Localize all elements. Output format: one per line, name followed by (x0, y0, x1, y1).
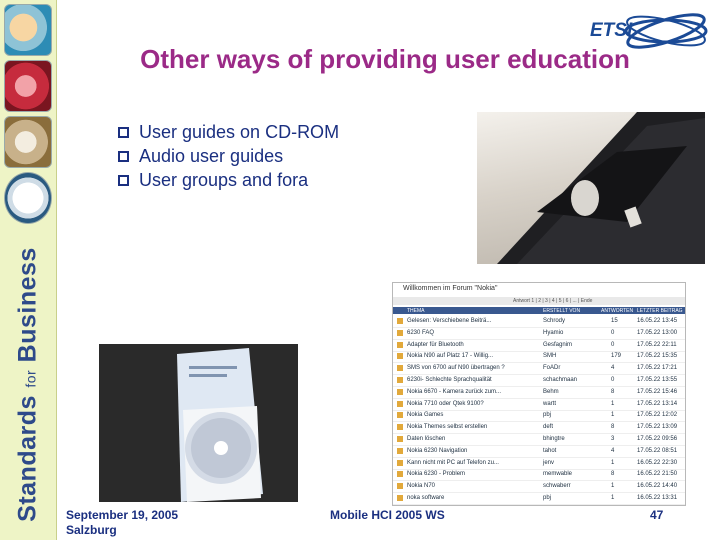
forum-row-topic: noka software (407, 495, 445, 501)
forum-row-last-post: 16.05.22 14:40 (637, 483, 678, 490)
forum-nav-text: Antwort 1 | 2 | 3 | 4 | 5 | 6 | ... | Ende (513, 298, 593, 304)
forum-col-thema: THEMA (407, 308, 425, 314)
forum-row-topic: Nokia 6230 Navigation (407, 447, 468, 454)
forum-row-author: memwable (543, 471, 573, 478)
forum-row-topic: 6230 FAQ (407, 329, 435, 336)
forum-row[interactable] (393, 328, 685, 340)
forum-row[interactable] (393, 469, 685, 481)
bullet-list (118, 120, 339, 192)
forum-row-replies: 0 (611, 341, 615, 348)
bullet-text: User guides on CD-ROM (139, 121, 340, 142)
forum-row-replies: 1 (611, 483, 615, 490)
forum-row[interactable] (393, 481, 685, 493)
folder-icon (397, 448, 403, 454)
forum-row-author: pbj (543, 495, 552, 501)
bullet-square-icon (118, 127, 129, 138)
forum-screenshot (392, 282, 686, 506)
forum-row-last-post: 17.05.22 17:21 (637, 365, 678, 372)
forum-row-replies: 8 (611, 388, 615, 395)
forum-row-topic: Daten löschen (407, 436, 446, 442)
folder-icon (397, 471, 403, 477)
forum-row-last-post: 16.05.22 22:30 (637, 459, 678, 466)
forum-row[interactable] (393, 387, 685, 399)
forum-row[interactable] (393, 493, 685, 505)
forum-row[interactable] (393, 351, 685, 363)
page-number: 47 (650, 508, 664, 522)
forum-row-author: Gesfagnim (543, 341, 573, 348)
forum-col-author: ERSTELLT VON (543, 308, 581, 314)
forum-header-row (393, 307, 685, 314)
forum-row-last-post: 17.05.22 22:11 (637, 341, 677, 348)
forum-row-author: SMH (543, 353, 557, 360)
device-closeup-photo (477, 112, 705, 264)
folder-icon (397, 483, 403, 489)
bullet-square-icon (118, 175, 129, 186)
forum-row-replies: 3 (611, 436, 615, 442)
red-globe-tile-icon (4, 60, 52, 112)
forum-row-replies: 4 (611, 365, 615, 372)
footer-date: September 19, 2005 (66, 508, 179, 522)
forum-row[interactable] (393, 458, 685, 470)
forum-row-author: tahot (543, 447, 557, 454)
forum-row[interactable] (393, 434, 685, 446)
bullet-text: User groups and fora (139, 169, 309, 190)
forum-row[interactable] (393, 422, 685, 434)
forum-row[interactable] (393, 340, 685, 352)
forum-row-replies: 1 (611, 495, 615, 501)
folder-icon (397, 401, 403, 407)
forum-row-topic: Kann nicht mit PC auf Telefon zu... (407, 459, 499, 466)
forum-row-topic: Nokia Themes selbst erstellen (407, 424, 488, 431)
forum-row[interactable] (393, 363, 685, 375)
forum-row-author: Behm (543, 388, 559, 395)
folder-icon (397, 365, 403, 371)
logo-text: ETSI (590, 20, 633, 41)
standards-for-business-text (14, 245, 43, 525)
forum-row-author: wartt (543, 400, 557, 407)
brand-word-standards: Standards (13, 395, 42, 522)
forum-row-author: jenv (543, 459, 555, 466)
forum-row-last-post: 17.05.22 15:35 (637, 353, 678, 360)
forum-row-author: deft (543, 424, 554, 431)
forum-row[interactable] (393, 316, 685, 328)
forum-row-topic: Nokia N90 auf Platz 17 - Willig... (407, 353, 494, 360)
footer-date-place (66, 508, 178, 538)
folder-icon (397, 318, 403, 324)
bullet-item (118, 168, 339, 192)
forum-row-topic: Nokia Games (407, 412, 444, 419)
folder-icon (397, 389, 403, 395)
brand-word-for: for (22, 369, 39, 388)
forum-row-last-post: 17.05.22 13:55 (637, 377, 678, 383)
forum-row-replies: 1 (611, 400, 615, 407)
forum-row-last-post: 16.05.22 21:50 (637, 471, 678, 478)
forum-row-last-post: 17.05.22 09:56 (637, 436, 678, 442)
sidebar (0, 0, 57, 540)
forum-row-topic: SMS von 6700 auf N90 übertragen ? (407, 365, 505, 372)
bullet-item (118, 120, 339, 144)
forum-title: Willkommen im Forum "Nokia" (403, 285, 498, 292)
forum-row-replies: 8 (611, 471, 615, 478)
bullet-text: Audio user guides (139, 145, 284, 166)
forum-col-last-post: LETZTER BEITRAG (637, 308, 683, 314)
forum-row[interactable] (393, 375, 685, 387)
folder-icon (397, 460, 403, 466)
folder-icon (397, 353, 403, 359)
forum-row[interactable] (393, 446, 685, 458)
forum-row-replies: 8 (611, 424, 615, 431)
gold-globe-tile-icon (4, 116, 52, 168)
forum-row-replies: 1 (611, 459, 615, 466)
forum-row-topic: Adapter für Bluetooth (407, 341, 464, 348)
forum-row-last-post: 17.05.22 15:46 (637, 388, 678, 395)
circle-emblem-icon (4, 172, 52, 224)
folder-icon (397, 342, 403, 348)
forum-row-replies: 179 (611, 353, 622, 360)
folder-icon (397, 377, 403, 383)
forum-row-last-post: 17.05.22 13:09 (637, 424, 678, 431)
forum-row-last-post: 17.05.22 12:02 (637, 412, 678, 419)
forum-row-author: Schrody (543, 318, 566, 324)
forum-row-last-post: 16.05.22 13:31 (637, 495, 678, 501)
forum-row-replies: 15 (611, 318, 618, 324)
forum-row[interactable] (393, 399, 685, 411)
forum-row-topic: Nokia 6230 - Problem (407, 471, 466, 478)
folder-icon (397, 412, 403, 418)
forum-row-replies: 4 (611, 447, 615, 454)
forum-row-author: Hyamio (543, 329, 564, 336)
forum-row-last-post: 16.05.22 13:45 (637, 318, 678, 324)
footer-event: Mobile HCI 2005 WS (330, 508, 445, 522)
folder-icon (397, 495, 403, 501)
forum-row-last-post: 17.05.22 08:51 (637, 447, 678, 454)
forum-pagination (393, 297, 685, 305)
folder-icon (397, 424, 403, 430)
folder-icon (397, 330, 403, 336)
forum-row-topic: Nokia N70 (407, 483, 436, 490)
forum-col-replies: ANTWORTEN (601, 308, 634, 314)
forum-row-author: bhingtre (543, 436, 565, 442)
cd-rom-user-guide-photo (99, 344, 298, 502)
footer-place: Salzburg (66, 523, 117, 537)
forum-row-topic: Gelesen: Verschiebene Beiträ... (407, 318, 492, 324)
forum-row-replies: 1 (611, 412, 615, 419)
bullet-square-icon (118, 151, 129, 162)
forum-row[interactable] (393, 410, 685, 422)
folder-icon (397, 436, 403, 442)
forum-row-last-post: 17.05.22 13:00 (637, 329, 678, 336)
forum-row-author: FoADr (543, 365, 561, 372)
forum-row-author: schachmaan (543, 377, 578, 383)
forum-row-last-post: 17.05.22 13:14 (637, 400, 678, 407)
forum-row-topic: 6230i- Schlechte Sprachqualität (407, 377, 492, 383)
forum-row-topic: Nokia 7710 oder Qtek 9100? (407, 400, 484, 407)
forum-row-author: pbj (543, 412, 552, 419)
slide-title: Other ways of providing user education (140, 44, 630, 74)
bullet-item (118, 144, 339, 168)
forum-row-replies: 0 (611, 377, 615, 383)
forum-row-topic: Nokia 6670 - Kamera zurück zum... (407, 388, 502, 395)
forum-row-author: schwaberr (543, 483, 571, 490)
brand-word-business: Business (13, 247, 42, 363)
globe-tile-icon (4, 4, 52, 56)
forum-row-replies: 0 (611, 329, 615, 336)
